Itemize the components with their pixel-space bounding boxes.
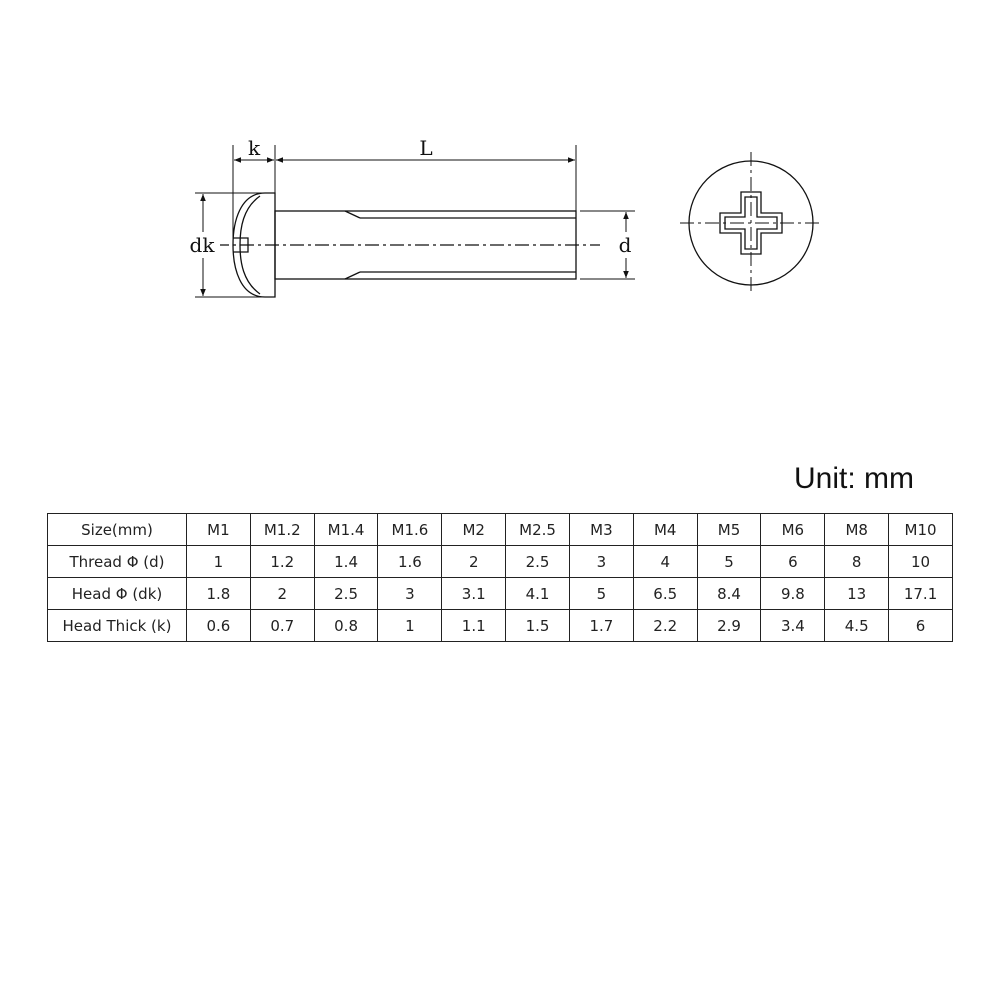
table-cell: 2.5	[506, 546, 570, 578]
top-view	[680, 152, 822, 294]
thread-start-top	[345, 211, 360, 218]
table-cell: M1.2	[250, 514, 314, 546]
table-cell: 1.6	[378, 546, 442, 578]
table-row	[48, 514, 953, 546]
table-cell: M10	[889, 514, 953, 546]
row-label: Head Φ (dk)	[48, 578, 187, 610]
table-cell: 13	[825, 578, 889, 610]
table-cell: 6	[761, 546, 825, 578]
table-cell: 3.4	[761, 610, 825, 642]
table-cell: 1.7	[569, 610, 633, 642]
table-cell: 1.1	[442, 610, 506, 642]
table-cell: 3	[569, 546, 633, 578]
dimension-labels	[184, 136, 638, 258]
thread-start-bottom	[345, 272, 360, 279]
table-cell: M2	[442, 514, 506, 546]
label-d: d	[618, 233, 632, 257]
table-cell: 8	[825, 546, 889, 578]
table-cell: M2.5	[506, 514, 570, 546]
side-view	[215, 193, 600, 297]
row-label: Size(mm)	[48, 514, 187, 546]
table-row	[48, 578, 953, 610]
spec-table-body	[48, 514, 953, 642]
table-cell: 2.9	[697, 610, 761, 642]
table-cell: 1.4	[314, 546, 378, 578]
table-cell: 1	[187, 546, 251, 578]
table-cell: 4	[633, 546, 697, 578]
dimension-lines	[195, 145, 635, 297]
table-cell: 1.8	[187, 578, 251, 610]
table-cell: M8	[825, 514, 889, 546]
table-cell: M4	[633, 514, 697, 546]
table-cell: M6	[761, 514, 825, 546]
label-k: k	[247, 136, 261, 160]
label-L: L	[419, 136, 433, 160]
table-cell: 0.6	[187, 610, 251, 642]
table-cell: 2	[442, 546, 506, 578]
table-row	[48, 546, 953, 578]
unit-label: Unit: mm	[794, 462, 914, 495]
table-cell: 9.8	[761, 578, 825, 610]
table-cell: 1.2	[250, 546, 314, 578]
table-cell: M1.4	[314, 514, 378, 546]
table-cell: M5	[697, 514, 761, 546]
table-cell: 17.1	[889, 578, 953, 610]
table-cell: 5	[697, 546, 761, 578]
table-cell: 8.4	[697, 578, 761, 610]
table-cell: 4.1	[506, 578, 570, 610]
table-cell: 4.5	[825, 610, 889, 642]
label-dk: dk	[189, 233, 215, 257]
row-label: Head Thick (k)	[48, 610, 187, 642]
table-cell: 1.5	[506, 610, 570, 642]
table-cell: 5	[569, 578, 633, 610]
table-cell: 3	[378, 578, 442, 610]
table-cell: M1	[187, 514, 251, 546]
spec-table	[47, 513, 953, 642]
table-cell: 6	[889, 610, 953, 642]
table-cell: 1	[378, 610, 442, 642]
table-cell: 2.2	[633, 610, 697, 642]
screw-technical-drawing	[0, 0, 1000, 330]
table-cell: 0.8	[314, 610, 378, 642]
table-cell: 6.5	[633, 578, 697, 610]
table-cell: 3.1	[442, 578, 506, 610]
table-cell: 0.7	[250, 610, 314, 642]
table-cell: 10	[889, 546, 953, 578]
table-cell: M1.6	[378, 514, 442, 546]
table-cell: 2	[250, 578, 314, 610]
row-label: Thread Φ (d)	[48, 546, 187, 578]
table-cell: 2.5	[314, 578, 378, 610]
table-cell: M3	[569, 514, 633, 546]
table-row	[48, 610, 953, 642]
